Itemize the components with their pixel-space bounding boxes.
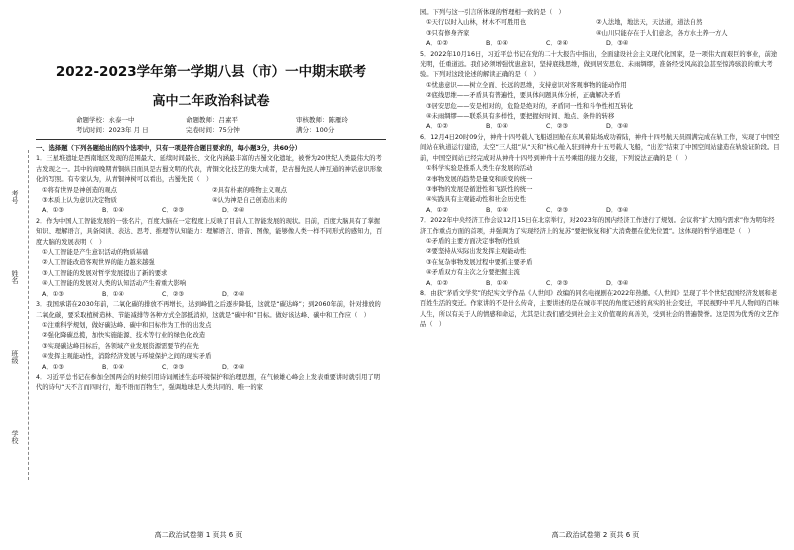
answer-choice: A．①② bbox=[426, 40, 448, 48]
binding-cut-line bbox=[28, 150, 29, 480]
question-1-option: ②具有朴素的唯物主义观点 bbox=[212, 186, 287, 194]
question-1-answers bbox=[36, 206, 386, 216]
exam-subtitle: 高中二年政治科试卷 bbox=[152, 94, 270, 109]
question-2-answers bbox=[36, 290, 386, 300]
answer-choice: B．①④ bbox=[486, 123, 508, 131]
page1-content bbox=[36, 56, 386, 394]
question-3-option: ④发挥主观能动性，消除经济发展与环境保护之间的现实矛盾 bbox=[42, 353, 212, 361]
binding-label-class: 班级 bbox=[11, 350, 19, 364]
question-6-option: ③事物的发展是循进性和飞跃性的统一 bbox=[426, 185, 533, 193]
question-7-option: ③在复杂事物发展过程中要抓主要矛盾 bbox=[426, 258, 533, 266]
section-title: 一、选择题（下列各题给出的四个选项中，只有一项是符合题目要求的，每小题3分，共60分） bbox=[36, 145, 302, 152]
answer-choice: D．③④ bbox=[606, 279, 629, 287]
answer-choice: B．①④ bbox=[486, 40, 508, 48]
question-7-answers bbox=[420, 279, 780, 289]
question-4-options bbox=[420, 18, 780, 39]
answer-choice: C．②③ bbox=[162, 290, 184, 298]
answer-choice: C．②③ bbox=[162, 207, 184, 215]
question-4-option: ①天行以时入山林，材木不可胜用也 bbox=[426, 19, 527, 27]
question-2-option: ③人工智能的发展对哲学发展提出了新的要求 bbox=[42, 269, 168, 277]
question-3-answers bbox=[36, 363, 386, 373]
binding-label-name: 姓名 bbox=[11, 270, 19, 284]
answer-choice: A．①③ bbox=[42, 207, 64, 215]
page2-content bbox=[420, 8, 780, 331]
question-1-option: ④认为神是自己创造出来的 bbox=[212, 197, 287, 205]
question-4-option: ④山川只能存在于人们意念，各方水土养一方人 bbox=[596, 29, 728, 37]
question-4-option: ③只有修身齐家 bbox=[426, 29, 470, 37]
answer-choice: C．②④ bbox=[546, 40, 568, 48]
answer-choice: C．②③ bbox=[546, 279, 568, 287]
answer-choice: A．①③ bbox=[42, 363, 64, 371]
answer-choice: A．①② bbox=[426, 123, 448, 131]
question-5-answers bbox=[420, 122, 780, 132]
exam-page-2 bbox=[397, 0, 794, 550]
answer-choice: B．①④ bbox=[102, 290, 124, 298]
question-6-option: ①科学实验是推系人类生存发展的活动 bbox=[426, 165, 533, 173]
question-6-option: ④实践具有主观能动性和社会历史性 bbox=[426, 196, 527, 204]
meta-duration: 完卷时间：75分钟 bbox=[186, 126, 240, 134]
question-1-stem: 1．三星堆遗址是西南地区发现的范围最大、延续时间最长、文化内涵最丰富的古蜀文化遗址，被誉为20世纪人类最伟大的考古发现之一。其中的商晚期青铜纵目面具是古蜀文明的代表，青铜文化技艺的集大成者，是古蜀先民人神互通的神话意识形象化的写照。有专家认为，从青铜神树可以看出，古蜀先民（ ） bbox=[36, 155, 383, 184]
answer-choice: B．①④ bbox=[486, 206, 508, 214]
question-6-answers bbox=[420, 206, 780, 216]
question-4-option: ②人法地，地法天，天法道，道法自然 bbox=[596, 19, 703, 27]
answer-choice: A．①② bbox=[426, 206, 448, 214]
answer-choice: D．②④ bbox=[222, 363, 245, 371]
answer-choice: D．②④ bbox=[222, 207, 245, 215]
question-4-answers bbox=[420, 39, 780, 49]
question-6-option: ②事物发展的趋势是量变和质变的统一 bbox=[426, 175, 533, 183]
binding-strip bbox=[2, 150, 32, 480]
question-3-option: ②强化降碳总揽，加快实施能源、技术等行业的绿色化改造 bbox=[42, 332, 206, 340]
question-5-option: ④未雨绸缪——联系具有多样性，要把握好时间、地点、条件的转移 bbox=[426, 113, 615, 121]
divider bbox=[36, 139, 386, 140]
page-footer: 高二政治试卷第 1 页共 6 页 bbox=[154, 531, 243, 539]
answer-choice: A．①② bbox=[426, 279, 448, 287]
answer-choice: D．③④ bbox=[606, 40, 629, 48]
page-footer: 高二政治试卷第 2 页共 6 页 bbox=[551, 531, 640, 539]
question-3-option: ①注重科学规划，做好碳达峰、碳中和目标作为工作的出发点 bbox=[42, 321, 212, 329]
meta-school: 命题学校：永泰一中 bbox=[76, 116, 135, 124]
question-1-options bbox=[36, 186, 386, 207]
question-8-stem: 8．由获“茅盾文学奖”的纪实文学作品《人世间》改编的同名电视剧在2022年热播。《人世间》呈现了半个世纪我国经济发展和老百姓生活的变迁。作家讲的不是什么传奇，主要讲述的是在城市平民的角度记述的真实的社会变迁，平民视野中平凡人物间的百味人生，所以有关于人的情感和命运，尤其是让我们感受到社会主义价值观的真善美，受到社会的普遍赞誉。这是因为优秀的文艺作品（ ） bbox=[420, 289, 779, 329]
question-1-option: ③本质上认为意识决定物质 bbox=[42, 197, 117, 205]
meta-score: 满分：100分 bbox=[296, 126, 335, 134]
question-5-option: ③居安思危——安是相对的，危险是绝对的，矛盾同一性和斗争性相互转化 bbox=[426, 102, 634, 110]
exam-meta bbox=[76, 115, 386, 135]
question-2-option: ④人工智能的发展对人类的认知活动产生着重大影响 bbox=[42, 280, 187, 288]
question-5-stem: 5．2022年10月16日，习近平总书记在党的二十大报告中指出，全面建设社会主义现代化国家，是一项伟大而艰巨的事业，前途光明，任重道远。我们必须增强忧患意识，坚持底线思维，做到居安思危、未雨绸缪，准备经受风高浪急甚至惊涛骇浪的重大考验。下列对这段论述的解读正确的是（ ） bbox=[420, 50, 778, 79]
answer-choice: D．③④ bbox=[606, 123, 629, 131]
meta-teacher: 命题教师：吕素平 bbox=[186, 116, 238, 124]
answer-choice: D．③④ bbox=[606, 206, 629, 214]
binding-label-exam-number: 考号 bbox=[11, 190, 19, 204]
binding-label-school: 学校 bbox=[11, 430, 19, 444]
question-1-option: ①将有世界是神创造的观点 bbox=[42, 186, 117, 194]
question-2-stem: 2．作为中国人工智能发展的一张名片，百度大脑在一定程度上反映了目前人工智能发展的现状。目前，百度大脑具有了掌握知识、理解语言，具备阅读、表达、思考、推理等认知能力：理解语言、语音、图像，能够像人类一样不同形式的感知力，百度大脑的发展表明（ ） bbox=[36, 217, 383, 246]
meta-reviewer: 审核教师：陈雁玲 bbox=[296, 116, 348, 124]
answer-choice: C．②③ bbox=[546, 206, 568, 214]
question-4-continuation: 园。下列与这一引言所体现的哲理相一致的是（ ） bbox=[420, 9, 565, 16]
question-3-option: ③实现碳达峰目标后，各领域产业发展资源需要节约在先 bbox=[42, 342, 199, 350]
meta-date: 考试时间：2023年 月 日 bbox=[76, 126, 149, 134]
question-5-option: ②底线思维——矛盾具有普遍性，要具体问题具体分析，正确解决矛盾 bbox=[426, 92, 621, 100]
question-7-option: ④矛盾双方有主次之分要把握主流 bbox=[426, 269, 520, 277]
question-2-option: ①人工智能是产生意识活动的物质基础 bbox=[42, 249, 149, 257]
answer-choice: B．①④ bbox=[102, 207, 124, 215]
question-4-stem: 4．习近平总书记在参加全国两会的时候引用诗词阐述生态环境保护和治理思想，在气候雄心峰会上发表重要讲时就引用了明代的诗句“天不言而四时行，地不语而百物生”，强调地球是人类共同的、唯一的家 bbox=[36, 373, 381, 392]
question-7-option: ②要坚持从实际出发发挥主观能动性 bbox=[426, 248, 527, 256]
answer-choice: A．①③ bbox=[42, 290, 64, 298]
question-5-option: ①忧患意识——树立全面、长远的思维，支持意识对客观事物的能动作用 bbox=[426, 81, 627, 89]
answer-choice: B．①④ bbox=[486, 279, 508, 287]
answer-choice: B．①④ bbox=[102, 363, 124, 371]
question-7-stem: 7．2022年中央经济工作会议12月15日在北京举行，对2023年的国内经济工作进行了规划。会议将“扩大国内需求”作为明年经济工作重点方面的首项，并强调为了实现经济上的复苏“要把恢复和扩大消费摆在优先位置”。这体现的哲学道理是（ ） bbox=[420, 217, 775, 235]
answer-choice: C．②③ bbox=[162, 363, 184, 371]
answer-choice: C．②③ bbox=[546, 123, 568, 131]
exam-title: 2022-2023学年第一学期八县（市）一中期末联考 bbox=[55, 64, 367, 80]
answer-choice: D．②④ bbox=[222, 290, 245, 298]
question-6-stem: 6．12月4日20时09分，神舟十四号载人飞船返回舱在东风着陆场成功着陆，神舟十四号航天员圆满完成在轨工作，实现了中国空间站在轨道运行建造，太空“三人组”从“天和”核心舱入驻到神舟十五号载人飞船，“出差”结束了中国空间站建造在轨验证阶段。目前，中国空间站已经完成对从神舟十四号到神舟十五号乘组的接力交接，下列说法正确的是（ ） bbox=[420, 133, 780, 162]
question-7-option: ①矛盾的主要方面决定事物的性质 bbox=[426, 237, 520, 245]
question-3-stem: 3．我国承诺在2030年前，二氧化碳的排放不再增长，达到峰值之后逐步降低，这就是“碳达峰”；到2060年前，针对排放的二氧化碳，要采取植树造林、节能减排等各种方式全部抵消掉，这就是“碳中和”目标。做好该达峰、碳中和工作应（ ） bbox=[36, 301, 381, 319]
question-2-option: ②人工智能改造客观世界的能力越来越强 bbox=[42, 259, 155, 267]
